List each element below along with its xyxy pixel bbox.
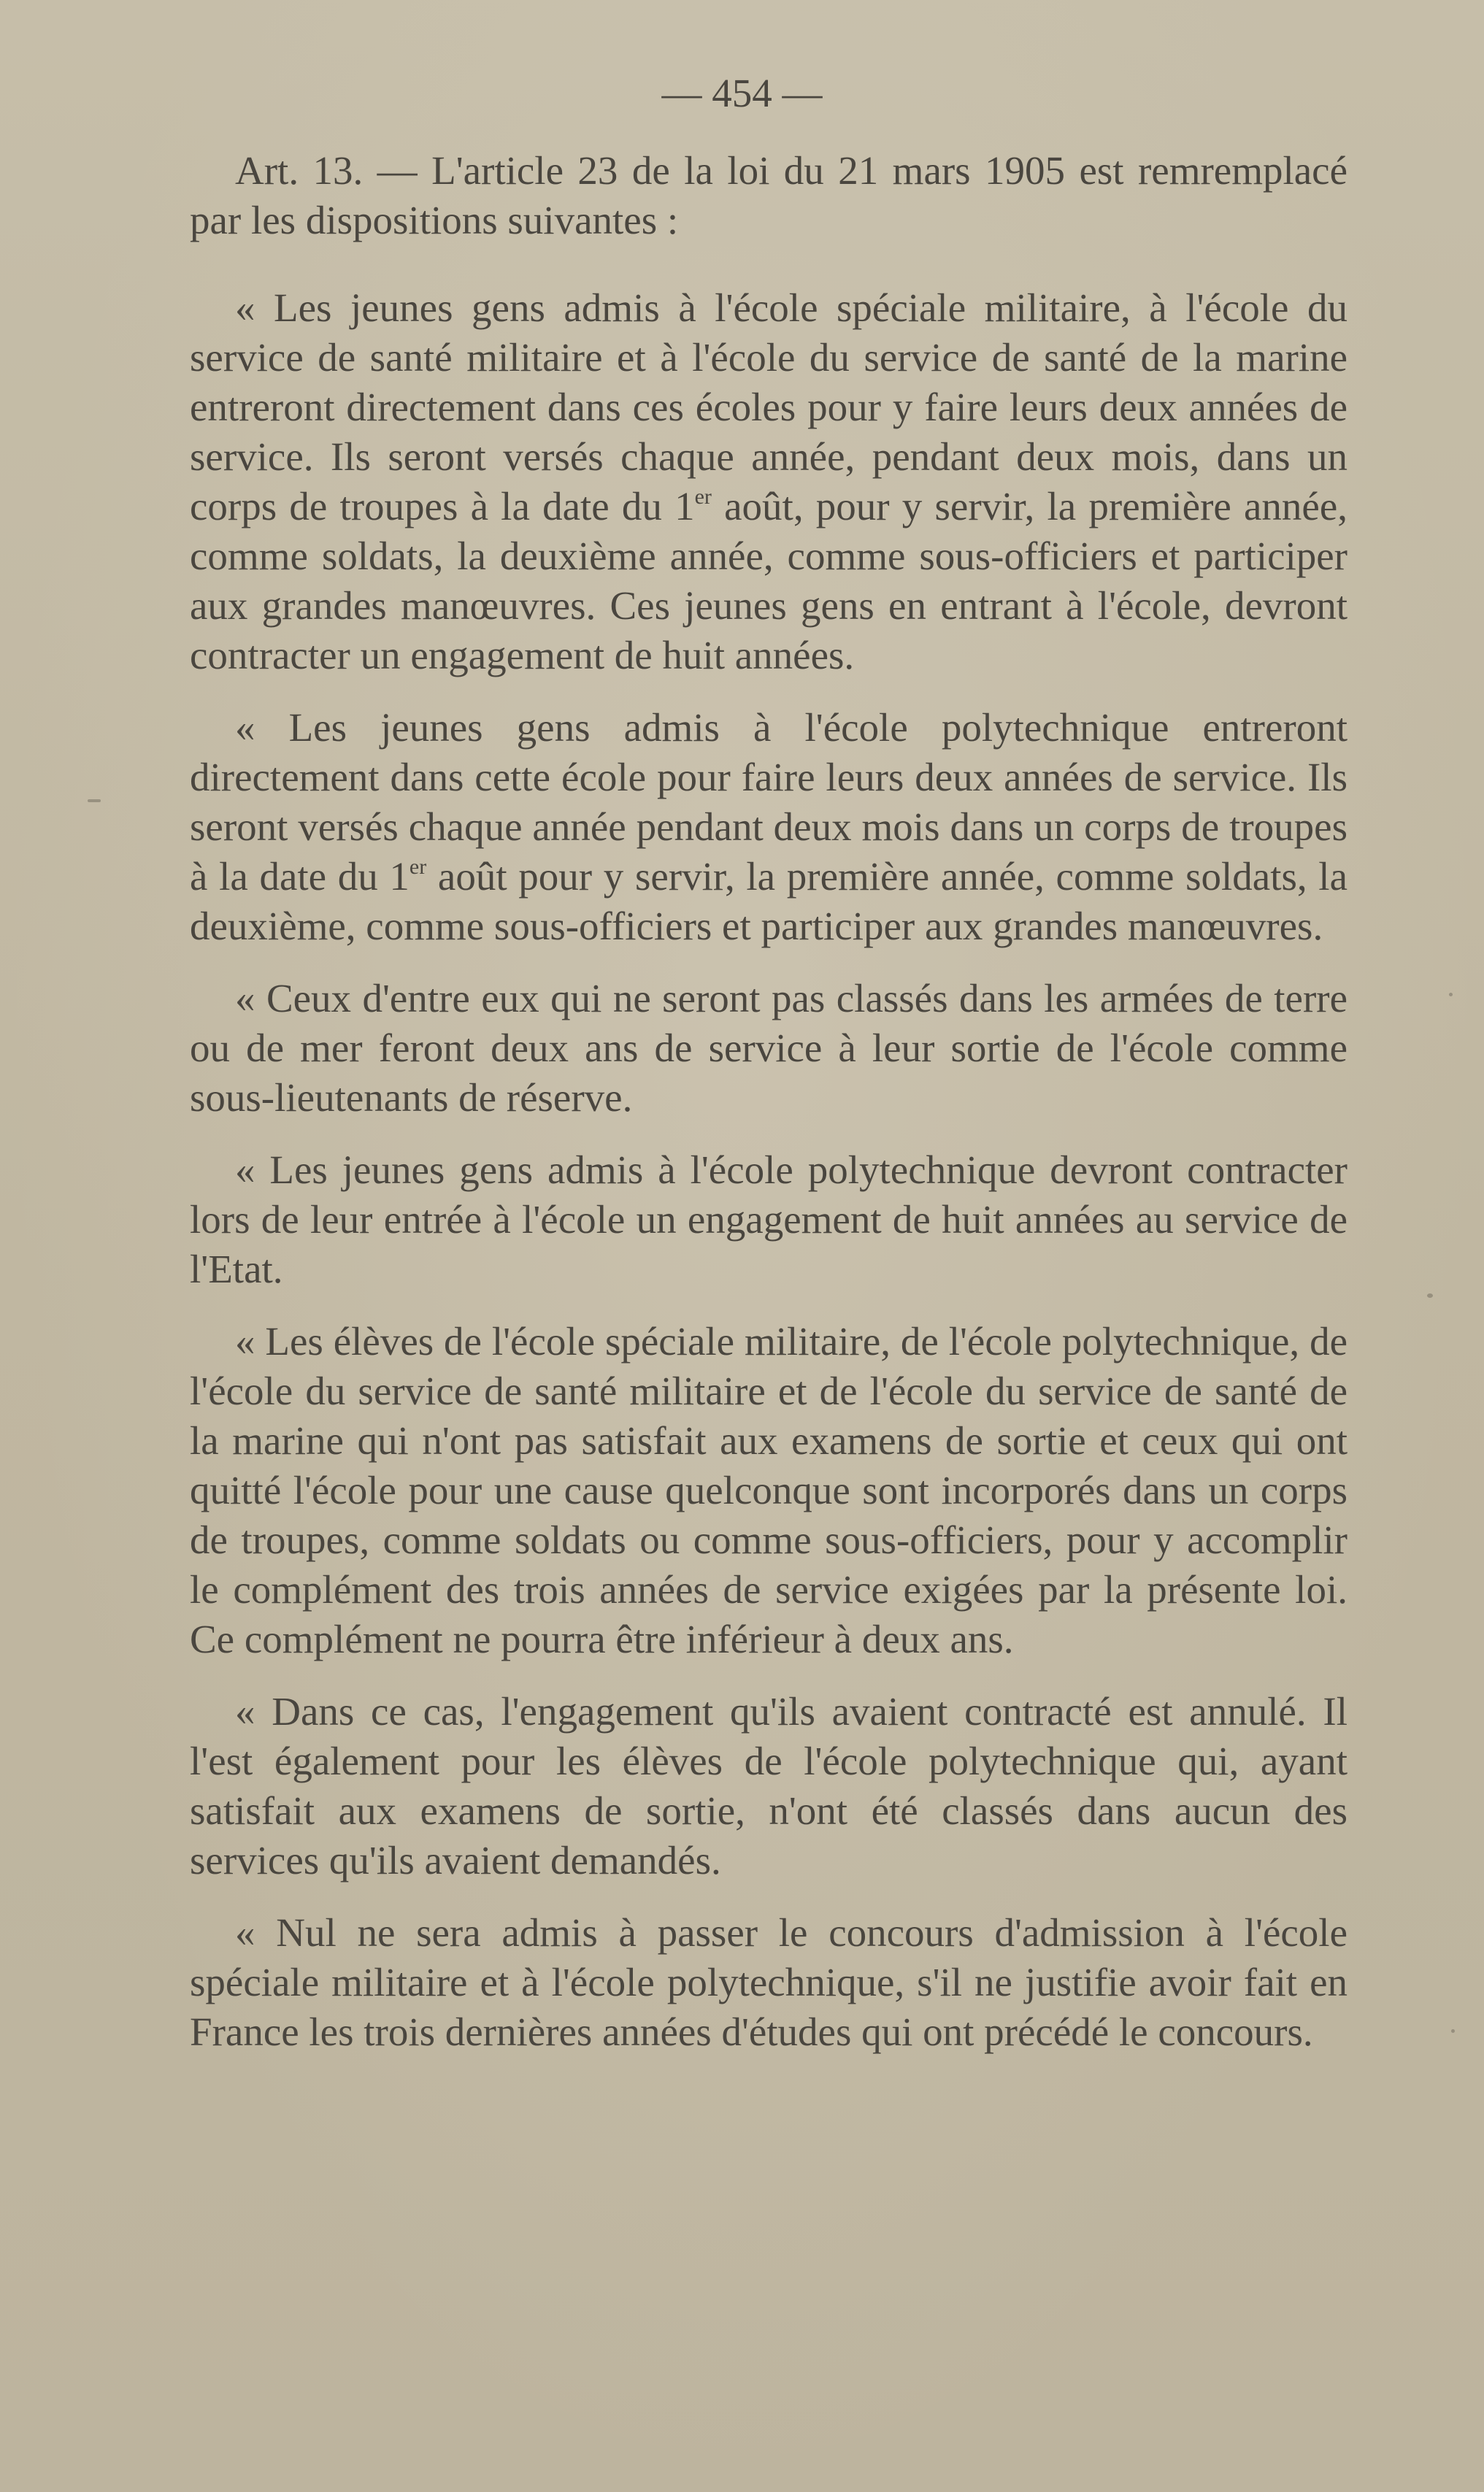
paragraph-sous-lieutenants: « Ceux d'entre eux qui ne seront pas classés dans les armées de terre ou de mer feront deux ans de service à leur sortie de l'école comme sous-lieutenants de réserve. (190, 976, 1347, 1120)
paper-speck (1451, 2029, 1455, 2033)
paper-speck (88, 799, 101, 802)
paragraph-engagement-annule: « Dans ce cas, l'engagement qu'ils avaient contracté est annulé. Il l'est également pour les élèves de l'école polytechnique qui, ayant satisfait aux examens de sortie, n'ont été classés dans aucun des services qu'ils avaient demandés. (190, 1689, 1347, 1883)
ordinal-superscript: er (409, 855, 427, 879)
paper-speck (1449, 993, 1453, 996)
paragraph-text-tail: août pour y servir, la première année, comme soldats, la deuxième, comme sous-officiers et participer aux grandes manœuvres. (190, 854, 1347, 948)
page-number: — 454 — (661, 71, 823, 115)
paragraph-engagement: « Les jeunes gens admis à l'école polytechnique devront contracter lors de leur entrée à l'école un engagement de huit années au service de l'Etat. (190, 1147, 1347, 1291)
ordinal-number: 1 (389, 854, 410, 899)
paragraph-ecole-polytechnique (190, 703, 1347, 951)
article-13-heading-paragraph: Art. 13. — L'article 23 de la loi du 21 mars 1905 est remremplacé par les dispositions suivantes : (190, 148, 1347, 242)
paragraph-concours: « Nul ne sera admis à passer le concours d'admission à l'école spéciale militaire et à l'école polytechnique, s'il ne justifie avoir fait en France les trois dernières années d'études qui ont précédé le concours. (190, 1910, 1347, 2054)
paper-speck (1427, 1293, 1433, 1298)
paragraph-ecole-speciale (190, 283, 1347, 680)
document-body (190, 146, 1347, 2080)
paragraph-text-tail: août, pour y servir, la première année, comme soldats, la deuxième année, comme sous-officiers et participer aux grandes manœuvres. Ces jeunes gens en entrant à l'école, devront contracter un engagement de huit années. (190, 484, 1347, 677)
paragraph-text: « Les jeunes gens admis à l'école spéciale militaire, à l'école du service de santé militaire et à l'école du service de santé de la marine entreront directement dans ces écoles pour y faire leurs deux années de service. Ils seront versés chaque année, pendant deux mois, dans un corps de troupes à la date du (190, 285, 1347, 528)
ordinal-number: 1 (674, 484, 695, 528)
paragraph-text: « Les jeunes gens admis à l'école polytechnique entreront directement dans cette école pour faire leurs deux années de service. Ils seront versés chaque année pendant deux mois dans un corps de troupes à la date du (190, 705, 1347, 899)
ordinal-superscript: er (694, 485, 712, 509)
paragraph-eleves-incorpores: « Les élèves de l'école spéciale militaire, de l'école polytechnique, de l'école du service de santé militaire et de l'école du service de santé de la marine qui n'ont pas satisfait aux examens de sortie et ceux qui ont quitté l'école pour une cause quelconque sont incorporés dans un corps de troupes, comme soldats ou comme sous-officiers, pour y accomplir le complément des trois années de service exigées par la présente loi. Ce complément ne pourra être inférieur à deux ans. (190, 1319, 1347, 1661)
